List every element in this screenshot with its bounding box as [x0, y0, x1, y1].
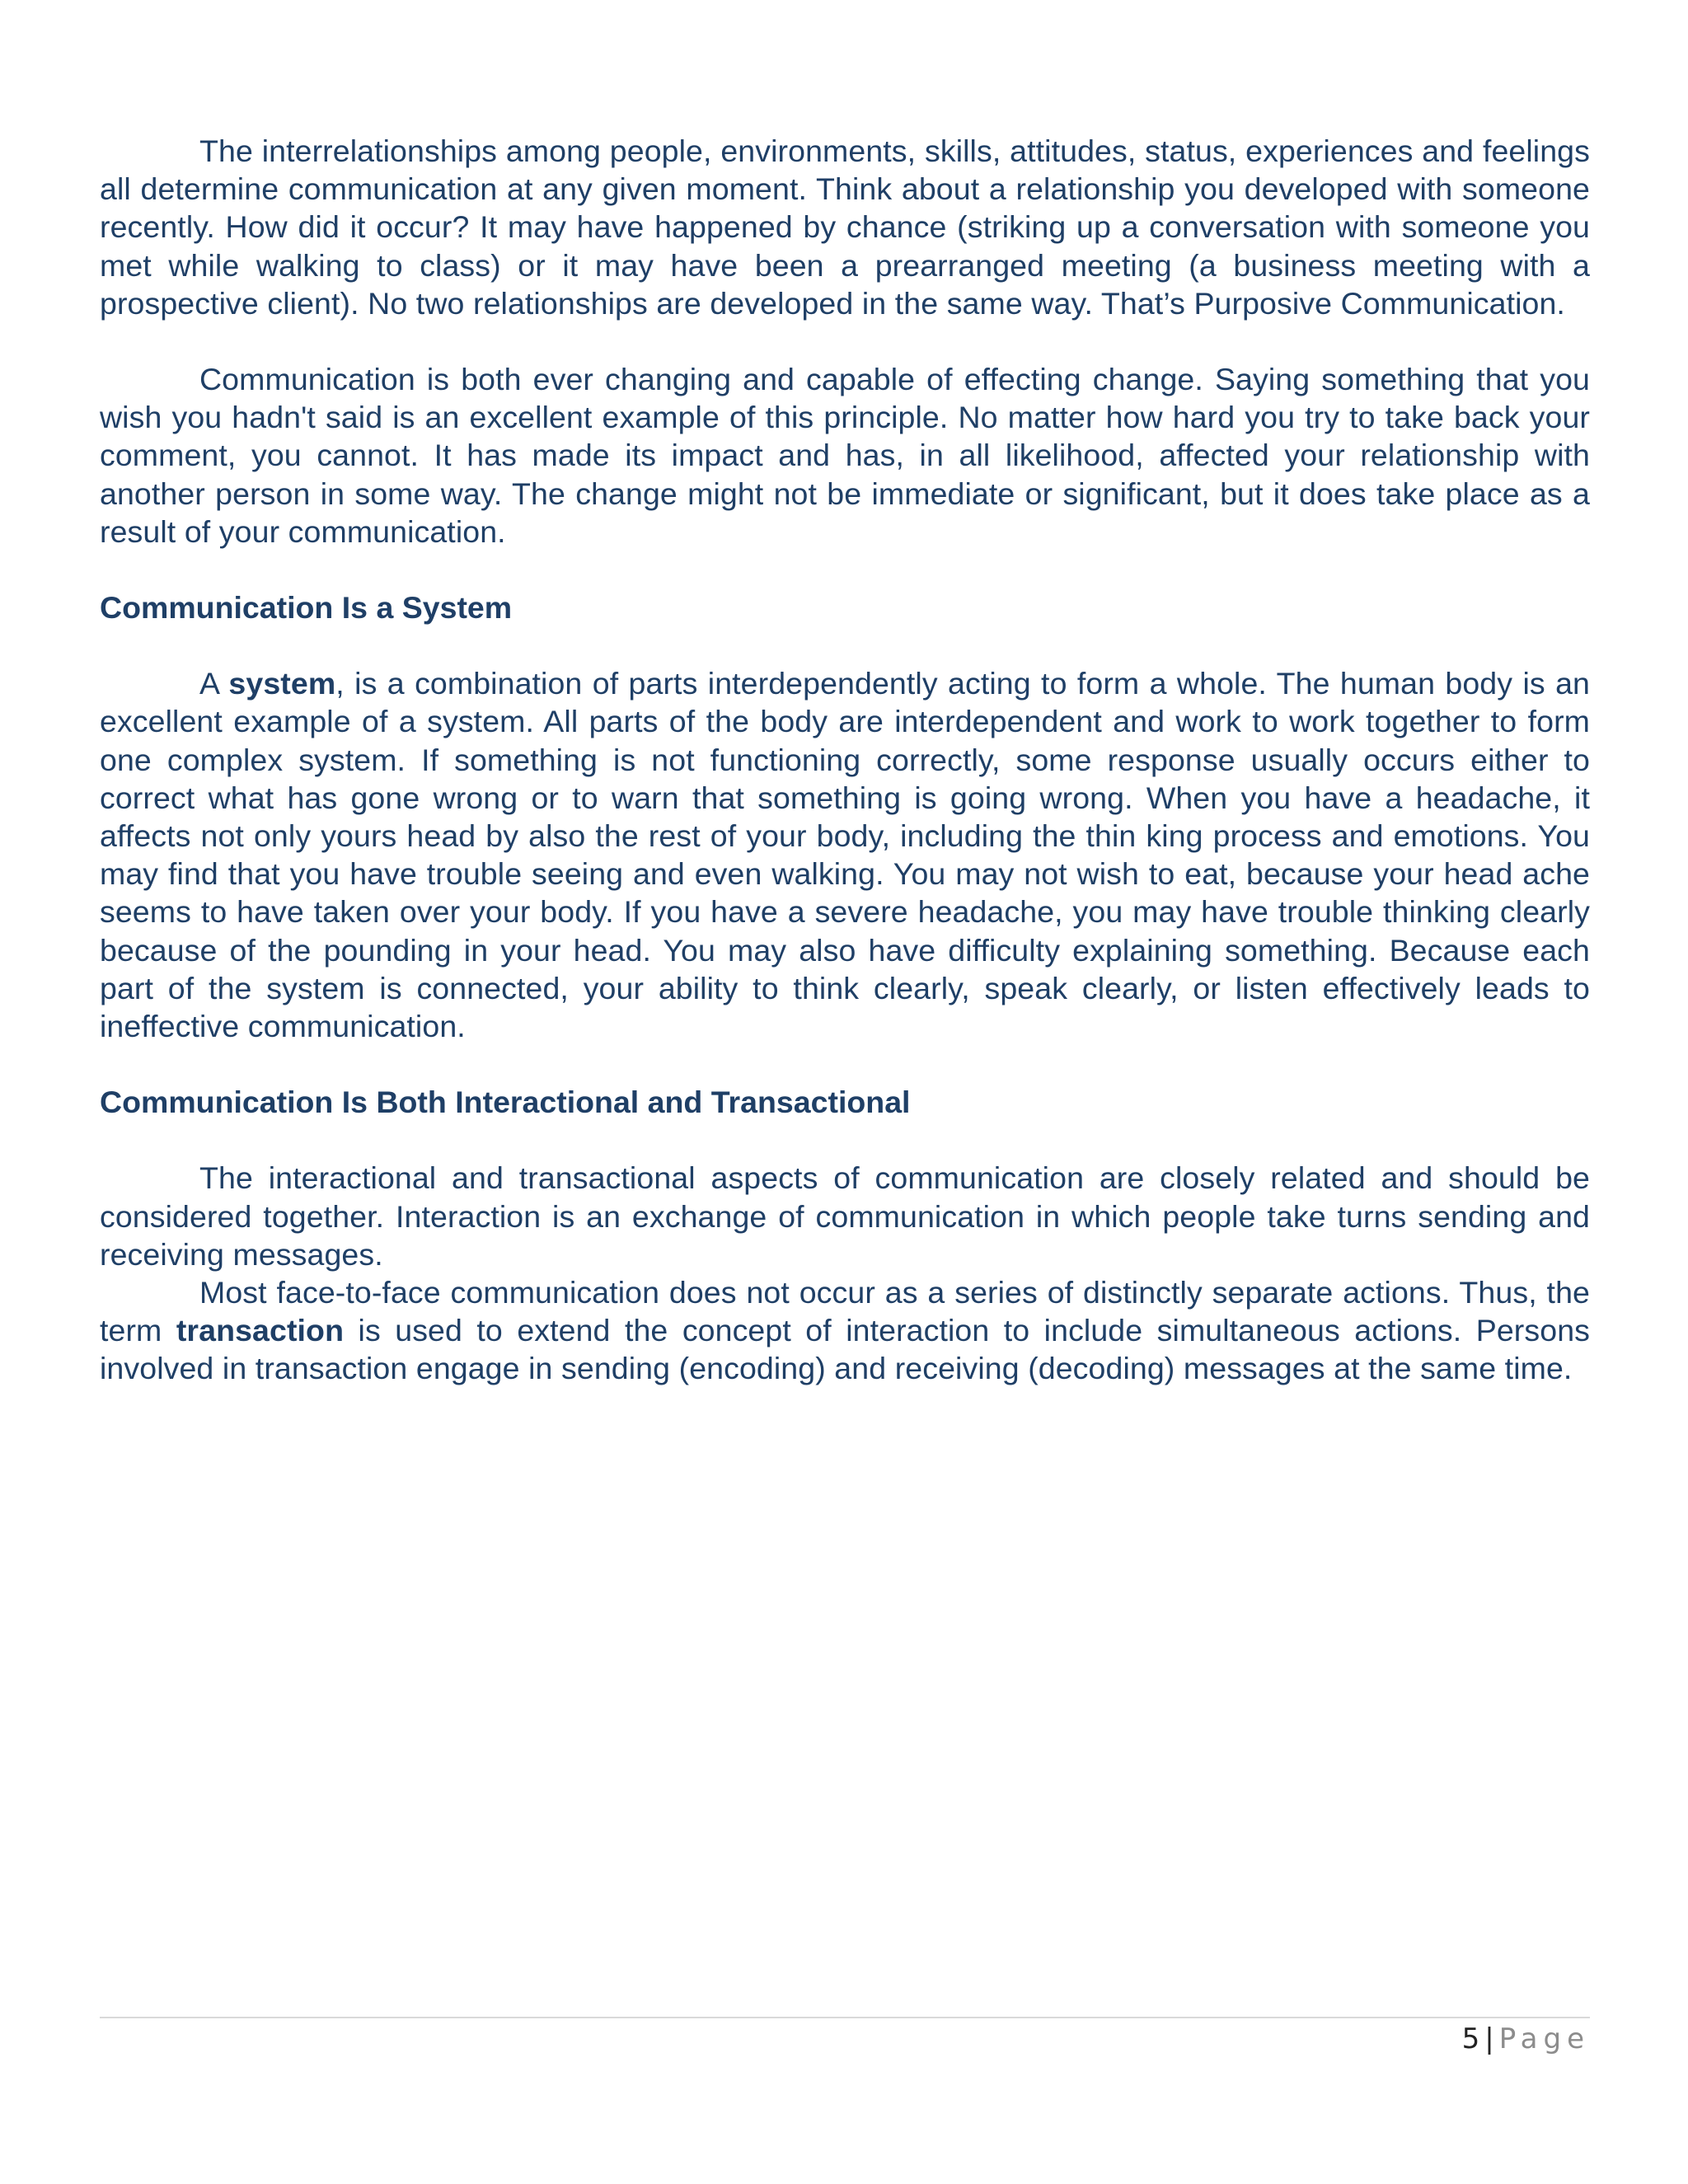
- paragraph-text-prefix: A: [199, 666, 229, 701]
- bold-term-transaction: transaction: [176, 1313, 345, 1348]
- paragraph-text: Communication is both ever changing and capable of effecting change. Saying something that you wish you hadn't said is an excellent example of this principle. No matter how hard you try to take back your comment, you cannot. It has made its impact and has, in all likelihood, affected your relationship with another person in some way. The change might not be immediate or significant, but it does take place as a result of your communication.: [100, 362, 1590, 549]
- footer-divider: [100, 2017, 1590, 2018]
- section-heading-interactional: Communication Is Both Interactional and Transactional: [100, 1085, 911, 1120]
- paragraph-interactional: [100, 1159, 1590, 1273]
- page-footer: [1462, 2021, 1590, 2057]
- bold-term-system: system: [228, 666, 336, 701]
- paragraph-text-prefix: Most face-to-face communication does not occur as a series of distinctly separate actions. Thus, the term: [100, 1275, 1590, 1348]
- paragraph-transaction: [100, 1273, 1590, 1388]
- paragraph-text: is used to extend the concept of interaction to include simultaneous actions. Persons involved in transaction engage in sending (encoding) and receiving (decoding) messages at the same time.: [100, 1313, 1590, 1386]
- page-label: Page: [1498, 2022, 1590, 2055]
- paragraph-text: The interactional and transactional aspects of communication are closely related and should be considered together. Interaction is an exchange of communication in which people take turns sending and receiving messages.: [100, 1160, 1590, 1272]
- document-body: [100, 132, 1590, 1388]
- paragraph-change: [100, 360, 1590, 551]
- paragraph-interrelationships: [100, 132, 1590, 322]
- page-number: 5: [1461, 2022, 1480, 2055]
- paragraph-system: [100, 664, 1590, 1045]
- footer-separator: |: [1484, 2022, 1494, 2055]
- section-heading-system: Communication Is a System: [100, 590, 513, 626]
- paragraph-text: , is a combination of parts interdependently acting to form a whole. The human body is an excellent example of a system. All parts of the body are interdependent and work to work together to form one complex system. If something is not functioning correctly, some response usually occurs either to correct what has gone wrong or to warn that something is going wrong. When you have a headache, it affects not only yours head by also the rest of your body, including the thin king process and emotions. You may find that you have trouble seeing and even walking. You may not wish to eat, because your head ache seems to have taken over your body. If you have a severe headache, you may have trouble thinking clearly because of the pounding in your head. You may also have difficulty explaining something. Because each part of the system is connected, your ability to think clearly, speak clearly, or listen effectively leads to ineffective communication.: [100, 666, 1591, 1044]
- paragraph-text: The interrelationships among people, environments, skills, attitudes, status, experiences and feelings all determine communication at any given moment. Think about a relationship you developed with someone recently. How did it occur? It may have happened by chance (striking up a conversation with someone you met while walking to class) or it may have been a prearranged meeting (a business meeting with a prospective client). No two relationships are developed in the same way. That’s Purposive Communication.: [100, 134, 1590, 321]
